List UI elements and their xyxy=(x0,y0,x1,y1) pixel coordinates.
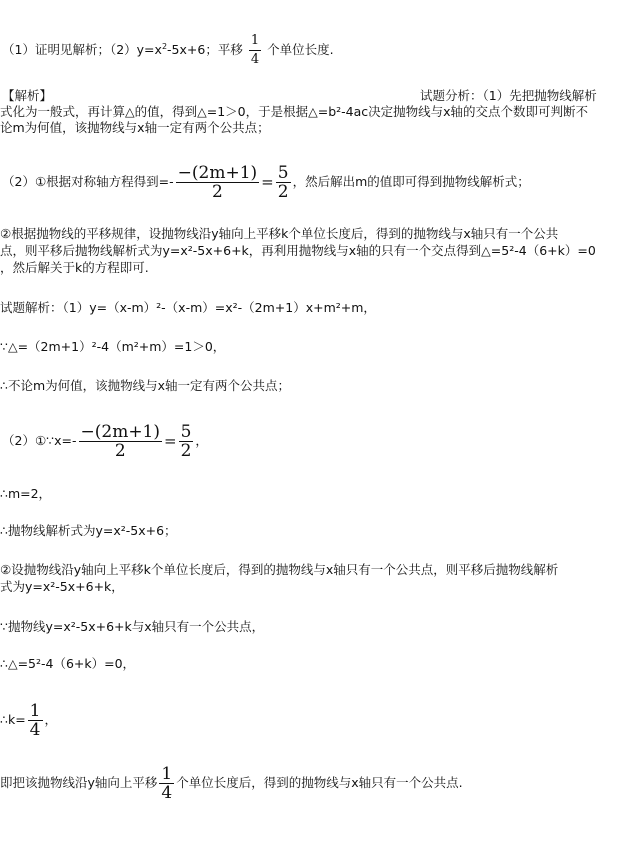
solution-line-6: ∴抛物线解析式为y=x²-5x+6； xyxy=(0,523,177,538)
fraction-numerator: −(2m+1) xyxy=(80,421,161,442)
analysis-part3-line2: 点，则平移后抛物线解析式为y=x²-5x+6+k，再利用抛物线与x轴的只有一个交点得到△=5²-4（6+k）=0 xyxy=(0,243,596,258)
solution-line-7a: ②设抛物线沿y轴向上平移k个单位长度后，得到的抛物线与x轴只有一个公共点，则平移后抛物线解析 xyxy=(0,562,559,577)
analysis-heading: 【解析】 xyxy=(2,88,53,103)
solution-line-11-fraction xyxy=(159,765,174,802)
solution-line-4-suffix: ， xyxy=(195,433,208,448)
solution-line-4-fraction-2 xyxy=(179,423,194,460)
analysis-part3-line1: ②根据抛物线的平移规律，设抛物线沿y轴向上平移k个单位长度后，得到的抛物线与x轴只有一个公共 xyxy=(0,226,559,241)
answer-sup: 2 xyxy=(161,42,168,51)
fraction-numerator: 5 xyxy=(277,162,289,183)
fraction-numerator: 1 xyxy=(249,32,261,51)
solution-line-4-fraction xyxy=(79,423,163,460)
analysis-part2 xyxy=(2,162,530,202)
fraction-numerator: −(2m+1) xyxy=(177,162,258,183)
equals-sign: = xyxy=(261,173,274,191)
fraction-numerator: 5 xyxy=(180,421,192,442)
fraction-numerator: 1 xyxy=(29,700,41,721)
solution-line-9: ∴△=5²-4（6+k）=0， xyxy=(0,656,136,671)
solution-line-10 xyxy=(0,700,57,740)
fraction-denominator: 4 xyxy=(29,719,41,740)
solution-line-11 xyxy=(0,763,463,803)
fraction-denominator: 2 xyxy=(277,181,289,202)
analysis-line-3: 论m为何值，该抛物线与x轴一定有两个公共点； xyxy=(0,120,270,135)
solution-line-4-prefix: （2）①∵x=- xyxy=(2,433,77,448)
solution-line-10-fraction xyxy=(28,702,43,739)
analysis-part2-fraction-2 xyxy=(276,164,291,201)
solution-line-11-suffix: 个单位长度后，得到的抛物线与x轴只有一个公共点. xyxy=(176,775,463,790)
solution-line-5: ∴m=2， xyxy=(0,486,52,501)
solution-line-1: 试题解析：（1）y=（x-m）²-（x-m）=x²-（2m+1）x+m²+m， xyxy=(0,300,376,315)
analysis-part2-fraction xyxy=(176,164,260,201)
solution-line-10-prefix: ∴k= xyxy=(0,712,26,727)
answer-text-start: （1）证明见解析；（2）y=x xyxy=(2,42,162,57)
answer-text-end: 个单位长度. xyxy=(267,42,334,57)
analysis-intro: 试题分析：（1）先把抛物线解析 xyxy=(420,88,597,103)
solution-line-7b: 式为y=x²-5x+6+k， xyxy=(0,579,124,594)
fraction-denominator: 2 xyxy=(114,440,126,461)
answer-line xyxy=(2,32,334,69)
fraction-numerator: 1 xyxy=(161,763,173,784)
analysis-part3-line3: ，然后解关于k的方程即可. xyxy=(0,260,149,275)
analysis-line-2: 式化为一般式，再计算△的值，得到△=1＞0，于是根据△=b²-4ac决定抛物线与x轴的交点个数即可判断不 xyxy=(0,104,589,119)
fraction-denominator: 2 xyxy=(212,181,223,202)
fraction-denominator: 2 xyxy=(180,440,192,461)
solution-line-10-suffix: ， xyxy=(44,712,58,727)
fraction-denominator: 4 xyxy=(161,782,173,803)
analysis-part2-suffix: ，然后解出m的值即可得到抛物线解析式； xyxy=(292,174,530,189)
solution-line-8: ∵抛物线y=x²-5x+6+k与x轴只有一个公共点， xyxy=(0,619,265,634)
analysis-part2-prefix: （2）①根据对称轴方程得到=- xyxy=(2,174,174,189)
answer-fraction xyxy=(249,32,261,69)
solution-line-11-prefix: 即把该抛物线沿y轴向上平移 xyxy=(0,775,158,790)
answer-text-mid: -5x+6；平移 xyxy=(167,42,243,57)
fraction-denominator: 4 xyxy=(250,52,260,67)
solution-line-4 xyxy=(2,418,208,464)
equals-sign: = xyxy=(164,432,177,450)
solution-line-2: ∵△=（2m+1）²-4（m²+m）=1＞0， xyxy=(0,339,226,354)
solution-line-3: ∴不论m为何值，该抛物线与x轴一定有两个公共点； xyxy=(0,378,291,393)
